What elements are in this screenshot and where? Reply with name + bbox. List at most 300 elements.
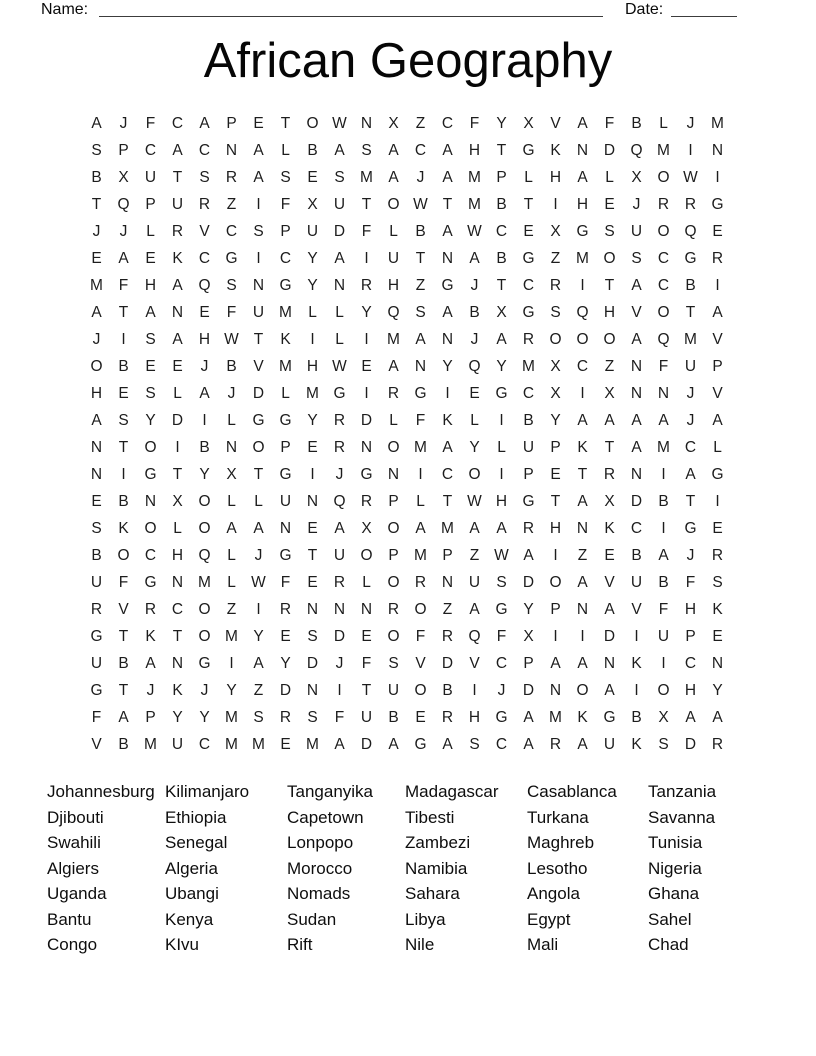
grid-letter: O [198,628,211,645]
grid-letter: I [121,466,126,483]
grid-letter: C [171,601,184,618]
grid-letter: X [604,385,615,402]
grid-letter: N [306,682,319,699]
grid-letter: J [227,385,236,402]
grid-letter: Z [253,682,264,699]
grid-letter: N [90,439,103,456]
grid-letter: D [360,412,373,429]
grid-letter: L [227,574,236,591]
grid-letter: A [253,142,264,159]
grid-row [83,515,731,542]
grid-letter: V [631,304,642,321]
grid-letter: M [441,520,454,537]
grid-letter: Q [468,628,481,645]
grid-letter: T [172,628,183,645]
grid-letter: G [684,520,697,537]
word-item: Kenya [165,909,214,929]
grid-letter: A [577,655,588,672]
grid-letter: H [90,385,103,402]
grid-letter: K [604,520,615,537]
grid-letter: S [91,142,102,159]
grid-letter: C [495,736,508,753]
grid-letter: C [144,142,157,159]
grid-letter: G [252,412,265,429]
grid-letter: E [91,250,102,267]
grid-letter: F [415,412,426,429]
grid-letter: K [577,439,588,456]
grid-letter: A [712,304,723,321]
grid-letter: P [280,439,291,456]
grid-letter: Z [550,250,561,267]
grid-letter: E [307,439,318,456]
grid-letter: C [198,142,211,159]
grid-letter: X [550,358,561,375]
grid-letter: F [226,304,237,321]
grid-letter: N [630,358,643,375]
grid-letter: N [657,385,670,402]
grid-letter: C [684,439,697,456]
grid-letter: T [172,169,183,186]
grid-letter: R [387,385,400,402]
grid-letter: I [418,466,423,483]
grid-letter: H [495,493,508,510]
grid-letter: P [685,628,696,645]
grid-letter: C [171,115,184,132]
grid-letter: N [171,574,184,591]
grid-letter: A [172,331,183,348]
date-label: Date: [625,1,664,18]
grid-letter: N [360,601,373,618]
grid-letter: C [198,250,211,267]
grid-letter: R [225,169,238,186]
grid-letter: V [631,601,642,618]
grid-letter: R [711,736,724,753]
grid-letter: L [416,493,425,510]
grid-letter: K [442,412,453,429]
grid-letter: Y [442,358,453,375]
word-item: Egypt [527,909,571,929]
grid-letter: A [442,169,453,186]
grid-letter: D [603,142,616,159]
grid-letter: A [442,142,453,159]
grid-row [83,245,731,272]
grid-letter: B [226,358,237,375]
grid-letter: A [442,439,453,456]
grid-letter: O [144,520,157,537]
grid-letter: S [388,655,399,672]
grid-letter: S [226,277,237,294]
grid-letter: B [523,412,534,429]
grid-letter: G [90,682,103,699]
grid-letter: O [387,196,400,213]
grid-letter: N [441,331,454,348]
grid-letter: I [580,628,585,645]
grid-letter: N [333,277,346,294]
grid-letter: M [684,331,697,348]
grid-letter: C [657,277,670,294]
grid-letter: L [605,169,614,186]
grid-letter: A [253,655,264,672]
grid-letter: S [280,169,291,186]
grid-letter: Q [117,196,130,213]
grid-letter: K [577,709,588,726]
grid-letter: X [658,709,669,726]
grid-letter: T [442,493,453,510]
grid-letter: T [361,196,372,213]
grid-letter: F [604,115,615,132]
grid-letter: N [441,250,454,267]
grid-letter: W [224,331,239,348]
grid-letter: U [306,223,319,240]
grid-letter: S [631,250,642,267]
word-list-column [648,779,716,958]
grid-letter: X [172,493,183,510]
grid-letter: L [335,304,344,321]
word-item: Algiers [47,858,99,878]
grid-letter: R [90,601,103,618]
grid-letter: L [470,412,479,429]
grid-letter: J [632,196,641,213]
grid-letter: P [388,493,399,510]
grid-letter: M [657,142,670,159]
grid-letter: Y [145,412,156,429]
grid-letter: O [414,601,427,618]
grid-letter: A [226,520,237,537]
grid-letter: U [171,736,184,753]
word-item: Casablanca [527,782,617,801]
grid-letter: F [415,628,426,645]
grid-letter: G [414,385,427,402]
grid-letter: C [522,385,535,402]
grid-letter: C [495,655,508,672]
grid-letter: A [604,682,615,699]
grid-letter: W [413,196,428,213]
grid-letter: I [364,331,369,348]
grid-letter: I [256,601,261,618]
grid-letter: N [360,115,373,132]
grid-letter: V [91,736,102,753]
grid-letter: P [496,169,507,186]
grid-letter: J [470,277,479,294]
grid-letter: N [630,466,643,483]
grid-letter: Y [280,655,291,672]
word-item: Capetown [287,807,364,827]
grid-letter: S [361,142,372,159]
grid-row [83,299,731,326]
grid-row [83,191,731,218]
grid-letter: U [468,574,481,591]
grid-letter: U [90,574,103,591]
grid-letter: B [118,358,129,375]
grid-letter: A [658,412,669,429]
name-blank-line [99,0,603,17]
grid-letter: N [387,466,400,483]
grid-letter: L [146,223,155,240]
grid-letter: J [146,682,155,699]
grid-letter: Q [198,547,211,564]
grid-letter: L [281,385,290,402]
grid-letter: L [254,493,263,510]
grid-letter: O [90,358,103,375]
word-item: Zambezi [405,833,471,852]
grid-letter: A [469,250,480,267]
grid-letter: I [310,331,315,348]
grid-letter: G [603,709,616,726]
grid-letter: S [253,223,264,240]
grid-letter: T [361,682,372,699]
grid-letter: P [280,223,291,240]
grid-letter: O [414,682,427,699]
grid-letter: Z [604,358,615,375]
grid-letter: O [576,682,589,699]
grid-letter: Q [468,358,481,375]
grid-letter: L [227,493,236,510]
grid-letter: J [686,547,695,564]
grid-letter: U [657,628,670,645]
grid-letter: O [198,520,211,537]
grid-letter: A [145,655,156,672]
grid-letter: A [91,412,102,429]
grid-letter: F [496,628,507,645]
grid-letter: V [469,655,480,672]
grid-letter: C [225,223,238,240]
grid-letter: A [577,115,588,132]
grid-letter: N [225,142,238,159]
grid-letter: A [577,412,588,429]
grid-letter: R [333,439,346,456]
grid-letter: Y [550,412,561,429]
grid-letter: B [469,304,480,321]
grid-letter: A [253,169,264,186]
grid-letter: M [414,547,427,564]
grid-letter: H [549,520,562,537]
word-item: KIvu [165,935,200,954]
grid-letter: C [657,250,670,267]
grid-letter: A [118,709,129,726]
grid-letter: E [280,736,291,753]
grid-letter: I [364,250,369,267]
grid-letter: X [307,196,318,213]
grid-letter: C [279,250,292,267]
grid-letter: L [497,439,506,456]
grid-letter: B [658,574,669,591]
grid-letter: O [117,547,130,564]
word-list-column [165,779,287,958]
grid-letter: U [252,304,265,321]
grid-letter: M [387,331,400,348]
grid-letter: I [715,169,720,186]
grid-letter: O [387,628,400,645]
grid-letter: N [549,682,562,699]
grid-letter: Y [712,682,723,699]
grid-letter: U [387,250,400,267]
grid-letter: H [387,277,400,294]
wordsearch-grid [83,110,731,758]
grid-letter: E [307,169,318,186]
grid-letter: O [603,331,616,348]
grid-letter: I [445,385,450,402]
grid-letter: Z [226,196,237,213]
grid-letter: A [334,520,345,537]
grid-letter: K [172,250,183,267]
grid-letter: D [333,628,346,645]
grid-letter: O [360,547,373,564]
grid-letter: C [198,736,211,753]
grid-letter: O [576,331,589,348]
grid-letter: G [144,574,157,591]
word-item: Algeria [165,858,218,878]
grid-letter: Q [657,331,670,348]
grid-letter: H [684,601,697,618]
grid-letter: A [631,439,642,456]
grid-letter: M [225,736,238,753]
grid-letter: V [550,115,561,132]
grid-letter: R [684,196,697,213]
grid-letter: X [388,115,399,132]
grid-letter: R [522,331,535,348]
grid-letter: Z [442,601,453,618]
grid-letter: I [634,682,639,699]
grid-letter: A [388,142,399,159]
grid-letter: B [91,547,102,564]
grid-letter: N [171,655,184,672]
grid-letter: O [198,493,211,510]
grid-letter: Y [307,412,318,429]
grid-letter: L [389,223,398,240]
grid-letter: V [712,331,723,348]
grid-letter: H [171,547,184,564]
grid-letter: L [308,304,317,321]
grid-letter: B [415,223,426,240]
grid-letter: S [550,304,561,321]
grid-letter: F [361,655,372,672]
grid-letter: M [225,709,238,726]
grid-letter: G [225,250,238,267]
grid-letter: A [334,142,345,159]
grid-letter: R [711,547,724,564]
grid-letter: O [252,439,265,456]
grid-letter: P [388,547,399,564]
grid-letter: N [279,520,292,537]
word-item: Ethiopia [165,807,227,827]
grid-letter: O [657,223,670,240]
grid-letter: F [91,709,102,726]
grid-letter: O [657,304,670,321]
grid-letter: G [522,142,535,159]
grid-letter: C [684,655,697,672]
grid-letter: B [496,196,507,213]
grid-letter: A [334,736,345,753]
grid-letter: A [577,493,588,510]
grid-letter: R [360,493,373,510]
grid-letter: I [553,547,558,564]
word-item: Tibesti [405,807,455,827]
grid-letter: L [659,115,668,132]
grid-letter: I [499,466,504,483]
grid-letter: N [414,358,427,375]
grid-row [83,353,731,380]
grid-letter: N [603,655,616,672]
grid-letter: A [604,412,615,429]
word-item: Lesotho [527,858,588,878]
grid-letter: A [415,331,426,348]
grid-letter: T [577,466,588,483]
word-item: Kilimanjaro [165,782,250,801]
grid-letter: O [306,115,319,132]
word-item: Chad [648,935,689,954]
grid-letter: Y [226,682,237,699]
word-item: Maghreb [527,833,595,852]
grid-letter: W [332,358,347,375]
grid-letter: U [360,709,373,726]
grid-letter: G [522,250,535,267]
grid-letter: A [577,169,588,186]
grid-letter: H [576,196,589,213]
grid-letter: O [549,574,562,591]
grid-row [83,731,731,758]
grid-letter: M [306,736,319,753]
grid-letter: E [145,358,156,375]
grid-row [83,569,731,596]
word-item: Nile [405,935,435,954]
word-item: Nomads [287,884,351,903]
grid-letter: E [604,196,615,213]
grid-letter: N [576,520,589,537]
grid-letter: T [550,493,561,510]
grid-letter: K [280,331,291,348]
grid-letter: B [631,115,642,132]
word-item: Sahel [648,909,692,929]
grid-letter: W [332,115,347,132]
grid-letter: J [92,223,101,240]
grid-letter: R [603,466,616,483]
grid-letter: L [362,574,371,591]
grid-letter: U [684,358,697,375]
grid-letter: Q [198,277,211,294]
grid-letter: B [631,709,642,726]
grid-letter: Q [333,493,346,510]
grid-letter: F [334,709,345,726]
grid-letter: B [307,142,318,159]
grid-letter: A [91,304,102,321]
grid-letter: L [281,142,290,159]
grid-letter: G [522,304,535,321]
grid-letter: A [631,277,642,294]
grid-letter: N [171,304,184,321]
grid-letter: P [712,358,723,375]
grid-letter: M [225,628,238,645]
grid-letter: U [630,574,643,591]
grid-letter: W [467,493,482,510]
grid-letter: I [121,331,126,348]
grid-letter: M [468,196,481,213]
grid-letter: N [360,439,373,456]
grid-letter: I [499,412,504,429]
grid-letter: X [550,223,561,240]
word-item: Nigeria [648,858,702,878]
grid-letter: H [198,331,211,348]
grid-letter: X [523,115,534,132]
grid-letter: V [118,601,129,618]
grid-letter: I [256,196,261,213]
grid-letter: D [603,628,616,645]
grid-letter: I [229,655,234,672]
grid-letter: K [712,601,723,618]
grid-letter: L [389,412,398,429]
grid-letter: S [496,574,507,591]
grid-letter: J [497,682,506,699]
grid-letter: N [252,277,265,294]
